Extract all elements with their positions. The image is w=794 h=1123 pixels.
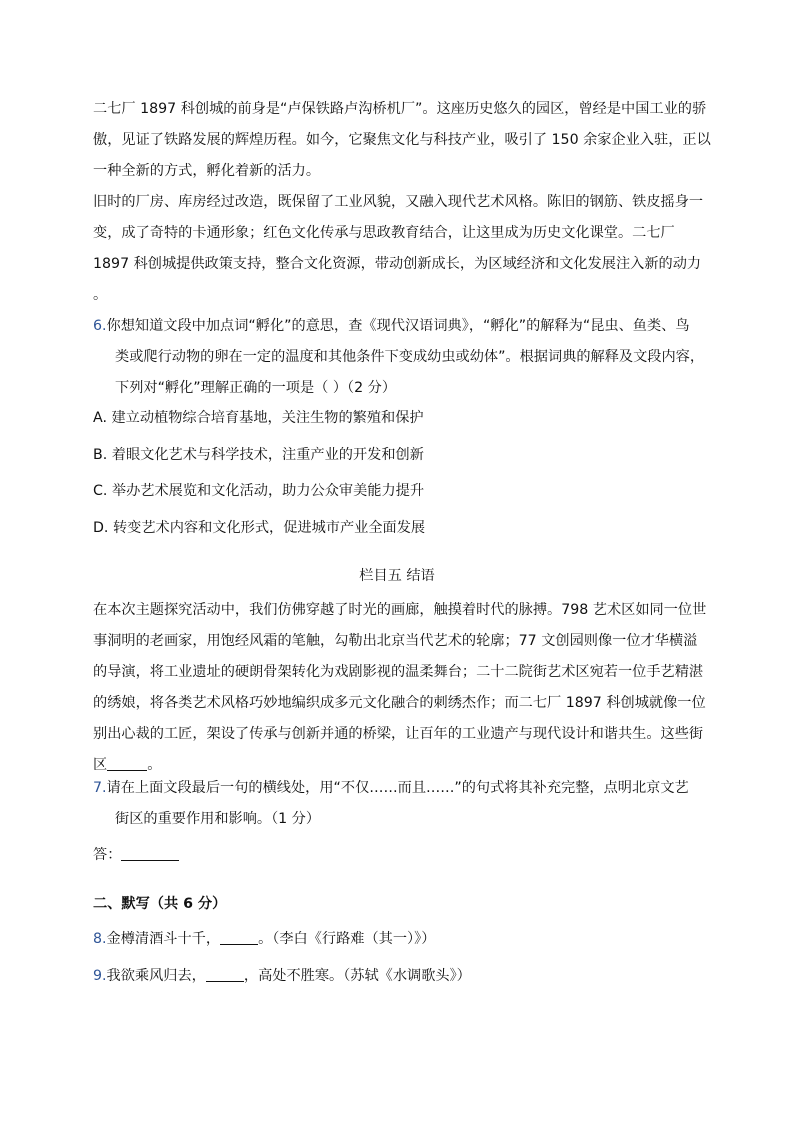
text-line: 一种全新的方式，孵化着新的活力。 — [93, 163, 321, 179]
question-8: 8.金樽清酒斗十千， 。（李白《行路难（其一）》） — [93, 931, 436, 947]
passage-paragraph-1 — [93, 94, 711, 187]
option-c: C. 举办艺术展览和文化活动，助力公众审美能力提升 — [93, 483, 425, 499]
question-text: 你想知道文段中加点词“孵化”的意思，查《现代汉语词典》，“孵化”的解释为“昆虫、鱼类、鸟 — [106, 318, 690, 334]
text-line: 。 — [93, 287, 108, 303]
answer-line — [93, 845, 179, 865]
text-line: 傲，见证了铁路发展的辉煌历程。如今，它聚焦文化与科技产业，吸引了 150 余家企业入驻，正以 — [93, 132, 711, 148]
passage-paragraph-3: 在本次主题探究活动中，我们仿佛穿越了时光的画廊，触摸着时代的脉搏。798 艺术区如同一位世 事洞明的老画家，用饱经风霜的笔触，勾勒出北京当代艺术的轮廓；77 文创园则像一位才华横溢 的导演，将工业遗址的硬朗骨架转化为戏剧影视的温柔舞台；二十二院街艺术区宛若一位手艺精湛 的绣娘，将各类艺术风格巧妙地编织成多元文化融合的刺绣杰作；而二七厂 1897 科创城就像一位 别出心裁的工匠，架设了传承与创新并通的桥梁，让百年的工业遗产与现代设计和谐共生。这些街 区 。 — [93, 595, 705, 781]
text-line: 旧时的厂房、库房经过改造，既保留了工业风貌，又融入现代艺术风格。陈旧的钢筋、铁皮摇身一 — [93, 194, 704, 210]
question-7 — [93, 773, 705, 835]
question-text: 请在上面文段最后一句的横线处，用“不仅……而且……”的句式将其补充完整，点明北京文艺 — [106, 780, 689, 796]
fill-blank[interactable] — [220, 930, 258, 945]
text-line: 在本次主题探究活动中，我们仿佛穿越了时光的画廊，触摸着时代的脉搏。798 艺术区如同一位世 — [93, 602, 707, 618]
question-6 — [93, 311, 705, 404]
section-heading: 二、默写（共 6 分） — [93, 896, 227, 912]
question-text: 类或爬行动物的卵在一定的温度和其他条件下变成幼虫或幼体”。根据词典的解释及文段内容， — [115, 349, 705, 365]
section-title: 栏目五 结语 — [359, 568, 435, 584]
question-number: 9. — [93, 968, 107, 984]
option-a: A. 建立动植物综合培育基地，关注生物的繁殖和保护 — [93, 410, 424, 426]
question-number: 7. — [93, 780, 107, 796]
question-9: 9.我欲乘风归去， ，高处不胜寒。（苏轼《水调歌头》） — [93, 968, 471, 984]
text-line: 二七厂 1897 科创城的前身是“卢保铁路卢沟桥机厂”。这座历史悠久的园区，曾经是中国工业的骄 — [93, 101, 707, 117]
option-b: B. 着眼文化艺术与科学技术，注重产业的开发和创新 — [93, 447, 424, 463]
question-text: 下列对“孵化”理解正确的一项是（ ）（2 分） — [115, 380, 397, 396]
fill-blank[interactable] — [206, 967, 244, 982]
text-line: 事洞明的老画家，用饱经风霜的笔触，勾勒出北京当代艺术的轮廓；77 文创园则像一位才华横溢 — [93, 633, 698, 649]
question-number: 6. — [93, 318, 107, 334]
text-line: 的绣娘，将各类艺术风格巧妙地编织成多元文化融合的刺绣杰作；而二七厂 1897 科创城就像一位 — [93, 695, 706, 711]
text-line: 的导演，将工业遗址的硬朗骨架转化为戏剧影视的温柔舞台；二十二院街艺术区宛若一位手艺精湛 — [93, 664, 704, 680]
answer-label: 答： — [93, 847, 122, 863]
text-line: 变，成了奇特的卡通形象；红色文化传承与思政教育结合，让这里成为历史文化课堂。二七厂 — [93, 225, 675, 241]
answer-blank[interactable] — [121, 846, 179, 861]
fill-blank[interactable] — [107, 756, 147, 771]
text-line: 别出心裁的工匠，架设了传承与创新并通的桥梁，让百年的工业遗产与现代设计和谐共生。这些街 — [93, 726, 704, 742]
question-number: 8. — [93, 931, 107, 947]
question-text: 街区的重要作用和影响。（1 分） — [115, 811, 321, 827]
option-d: D. 转变艺术内容和文化形式，促进城市产业全面发展 — [93, 520, 426, 536]
passage-paragraph-2 — [93, 187, 705, 311]
text-line: 1897 科创城提供政策支持，整合文化资源，带动创新成长，为区域经济和文化发展注入新的动力 — [93, 256, 702, 272]
